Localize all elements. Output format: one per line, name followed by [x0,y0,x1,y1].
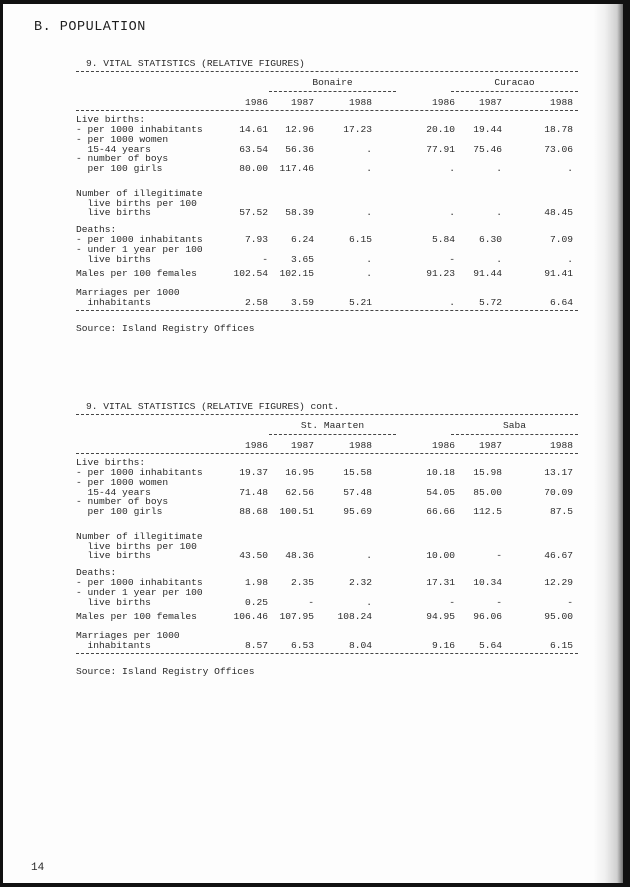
cell-value: - [567,596,573,608]
cell-value: 70.09 [544,486,573,498]
cell-value: 71.48 [239,486,268,498]
cell-value: 12.29 [544,577,573,588]
year-header: 1988 [348,440,372,451]
cell-value: 5.21 [348,296,372,308]
cell-value: 15.98 [473,467,502,478]
cell-value: 3.65 [290,253,314,265]
row-label: per 100 girls [76,162,163,174]
cell-value: 15.58 [343,467,372,478]
cell-value: 2.32 [348,577,372,588]
row-label: - number of boys [76,496,169,507]
row-label: Live births: [76,457,146,468]
group-rule-1 [269,434,396,435]
cell-value: . [449,162,455,174]
group-header: St. Maarten [300,420,365,431]
page-number: 14 [31,862,45,874]
cell-value: 80.00 [239,162,268,174]
cell-value: 14.61 [239,124,268,135]
cell-value: . [449,207,455,218]
cell-value: 94.95 [426,611,455,622]
year-header: 1986 [244,97,268,108]
row-label: - under 1 year per 100 [76,244,203,255]
cell-value: 95.00 [544,611,573,622]
row-label: inhabitants [76,296,151,308]
year-header: 1988 [549,440,573,451]
cell-value: 7.93 [244,234,268,245]
cell-value: 10.18 [426,467,455,478]
cell-value: 48.45 [544,207,573,218]
cell-value: . [567,162,573,174]
cell-value: 57.52 [239,207,268,218]
cell-value: 91.41 [544,268,573,279]
row-label: per 100 girls [76,505,163,517]
cell-value: - [449,253,455,265]
cell-value: 91.44 [473,268,502,279]
year-header: 1987 [290,97,314,108]
group-rule-2 [451,91,578,92]
section-title: B. POPULATION [34,20,146,35]
group-header: Bonaire [312,77,353,88]
row-label: Males per 100 females [76,611,197,622]
cell-value: 17.23 [343,124,372,135]
row-label: Males per 100 females [76,268,197,279]
cell-value: 3.59 [290,296,314,308]
cell-value: - [496,550,502,561]
row-label: - per 1000 inhabitants [76,577,203,588]
header-rule [76,110,578,111]
cell-value: 19.37 [239,467,268,478]
row-label: - per 1000 inhabitants [76,124,203,135]
cell-value: 66.66 [426,505,455,517]
cell-value: 100.51 [279,505,314,517]
cell-value: - [449,596,455,608]
cell-value: 96.06 [473,611,502,622]
row-label: Number of illegitimate [76,188,203,199]
cell-value: 10.34 [473,577,502,588]
table-title: 9. VITAL STATISTICS (RELATIVE FIGURES) cont. [86,401,340,412]
cell-value: 58.39 [285,207,314,218]
table-title: 9. VITAL STATISTICS (RELATIVE FIGURES) [86,58,305,69]
row-label: Marriages per 1000 [76,630,180,641]
page-edge-shadow [593,4,623,883]
cell-value: 77.91 [426,143,455,155]
group-rule-1 [269,91,396,92]
cell-value: 5.84 [431,234,455,245]
cell-value: 9.16 [431,639,455,651]
cell-value: - [308,596,314,608]
cell-value: 18.78 [544,124,573,135]
cell-value: 17.31 [426,577,455,588]
row-label: - per 1000 inhabitants [76,467,203,478]
cell-value: . [567,253,573,265]
bottom-rule [76,310,578,311]
cell-value: - [496,596,502,608]
cell-value: - [262,253,268,265]
cell-value: 73.06 [544,143,573,155]
row-label: Deaths: [76,567,117,578]
cell-value: 5.64 [478,639,502,651]
year-header: 1986 [431,440,455,451]
cell-value: 0.25 [244,596,268,608]
year-header: 1987 [290,440,314,451]
cell-value: 91.23 [426,268,455,279]
cell-value: 20.10 [426,124,455,135]
row-label: 15-44 years [76,486,151,498]
cell-value: 102.15 [279,268,314,279]
row-label: 15-44 years [76,143,151,155]
cell-value: 43.50 [239,550,268,561]
cell-value: 6.15 [348,234,372,245]
row-label: inhabitants [76,639,151,651]
bottom-rule [76,653,578,654]
top-rule [76,414,578,415]
row-label: live births per 100 [76,197,197,209]
cell-value: 85.00 [473,486,502,498]
year-header: 1986 [431,97,455,108]
row-label: - number of boys [76,153,169,164]
cell-value: . [496,253,502,265]
cell-value: 6.64 [549,296,573,308]
cell-value: . [366,253,372,265]
cell-value: 48.36 [285,550,314,561]
row-label: Deaths: [76,224,117,235]
cell-value: 2.35 [290,577,314,588]
cell-value: 6.53 [290,639,314,651]
source-note: Source: Island Registry Offices [76,323,255,334]
top-rule [76,71,578,72]
row-label: - per 1000 women [76,477,169,488]
year-header: 1987 [478,97,502,108]
row-label: Number of illegitimate [76,531,203,542]
row-label: live births [76,253,151,265]
cell-value: 46.67 [544,550,573,561]
group-header: Curacao [494,77,535,88]
cell-value: 75.46 [473,143,502,155]
row-label: Marriages per 1000 [76,287,180,298]
cell-value: 56.36 [285,143,314,155]
cell-value: 16.95 [285,467,314,478]
cell-value: 1.98 [244,577,268,588]
cell-value: 8.04 [348,639,372,651]
cell-value: . [449,296,455,308]
cell-value: 6.15 [549,639,573,651]
row-label: - per 1000 inhabitants [76,234,203,245]
cell-value: 12.96 [285,124,314,135]
cell-value: . [366,162,372,174]
cell-value: . [496,162,502,174]
cell-value: 6.30 [478,234,502,245]
cell-value: 107.95 [279,611,314,622]
cell-value: 108.24 [337,611,372,622]
year-header: 1987 [478,440,502,451]
cell-value: 2.58 [244,296,268,308]
row-label: live births [76,550,151,561]
header-rule [76,453,578,454]
cell-value: . [496,207,502,218]
cell-value: 63.54 [239,143,268,155]
cell-value: 57.48 [343,486,372,498]
cell-value: 19.44 [473,124,502,135]
cell-value: 95.69 [343,505,372,517]
cell-value: 8.57 [244,639,268,651]
cell-value: 5.72 [478,296,502,308]
cell-value: 102.54 [233,268,268,279]
cell-value: . [366,268,372,279]
row-label: - per 1000 women [76,134,169,145]
cell-value: 112.5 [473,505,502,517]
row-label: live births per 100 [76,540,197,552]
cell-value: 106.46 [233,611,268,622]
cell-value: 6.24 [290,234,314,245]
row-label: live births [76,207,151,218]
cell-value: 54.05 [426,486,455,498]
cell-value: 87.5 [549,505,573,517]
group-rule-2 [451,434,578,435]
source-note: Source: Island Registry Offices [76,666,255,677]
year-header: 1988 [549,97,573,108]
year-header: 1986 [244,440,268,451]
cell-value: . [366,596,372,608]
row-label: live births [76,596,151,608]
cell-value: . [366,550,372,561]
group-header: Saba [502,420,527,431]
cell-value: 117.46 [279,162,314,174]
cell-value: 7.09 [549,234,573,245]
row-label: Live births: [76,114,146,125]
cell-value: 13.17 [544,467,573,478]
cell-value: . [366,207,372,218]
cell-value: 10.00 [426,550,455,561]
cell-value: 88.68 [239,505,268,517]
cell-value: 62.56 [285,486,314,498]
year-header: 1988 [348,97,372,108]
document-page [3,4,623,883]
row-label: - under 1 year per 100 [76,587,203,598]
cell-value: . [366,143,372,155]
